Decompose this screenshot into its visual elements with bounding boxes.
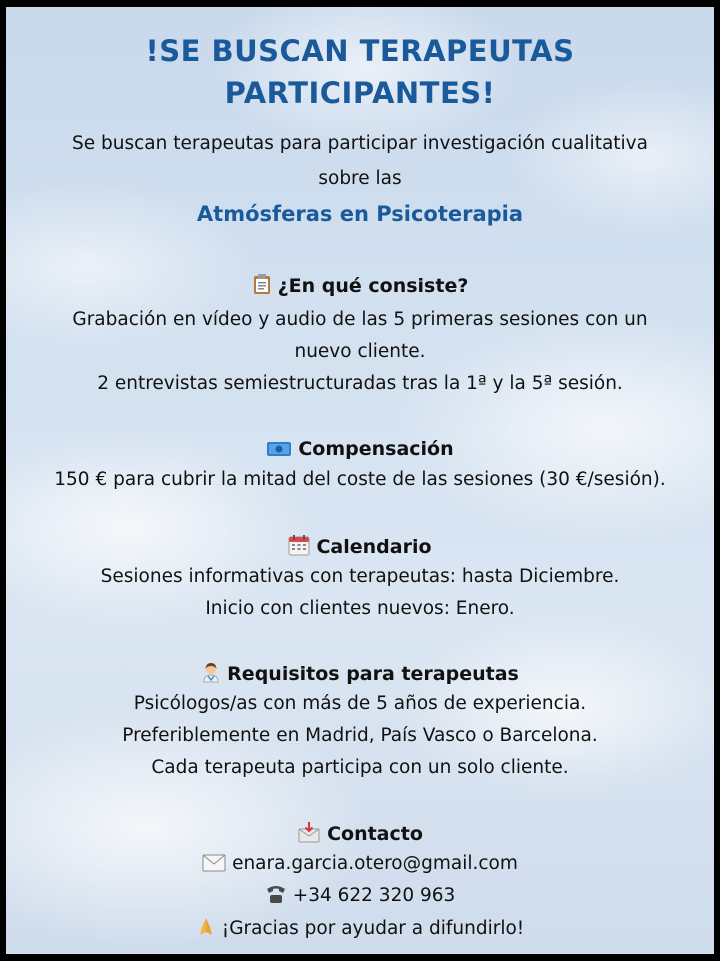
subtitle: Atmósferas en Psicoterapia xyxy=(196,202,524,226)
heading-consiste-label: ¿En qué consiste? xyxy=(277,275,469,297)
heading-requisitos-label: Requisitos para terapeutas xyxy=(227,663,519,685)
inbox-envelope-icon xyxy=(297,821,321,848)
consiste-line-2: nuevo cliente. xyxy=(294,341,426,362)
title-line-2: PARTICIPANTES! xyxy=(224,76,496,110)
thanks-row xyxy=(6,915,714,942)
clipboard-icon xyxy=(252,273,272,300)
contact-email[interactable]: enara.garcia.otero@gmail.com xyxy=(232,853,518,874)
heading-compensacion-label: Compensación xyxy=(298,438,454,460)
phone-icon xyxy=(265,884,287,909)
heading-compensacion xyxy=(6,438,714,463)
contact-phone-row xyxy=(6,884,714,909)
consiste-line-3: 2 entrevistas semiestructuradas tras la 1ª y la 5ª sesión. xyxy=(97,373,623,394)
contact-email-row xyxy=(6,853,714,877)
compensacion-line-1: 150 € para cubrir la mitad del coste de las sesiones (30 €/sesión). xyxy=(54,469,666,490)
contact-phone[interactable]: +34 622 320 963 xyxy=(292,885,456,906)
consiste-line-1: Grabación en vídeo y audio de las 5 primeras sesiones con un xyxy=(72,309,648,330)
envelope-icon xyxy=(202,854,226,877)
intro-line-1: Se buscan terapeutas para participar investigación cualitativa xyxy=(72,133,648,154)
requisitos-line-3: Cada terapeuta participa con un solo cliente. xyxy=(151,757,569,778)
intro-line-2: sobre las xyxy=(318,168,402,189)
thanks-text: ¡Gracias por ayudar a difundirlo! xyxy=(221,918,525,939)
calendario-line-1: Sesiones informativas con terapeutas: hasta Diciembre. xyxy=(100,566,620,587)
health-worker-icon xyxy=(201,661,221,688)
euro-banknote-icon xyxy=(266,440,292,463)
heading-contacto-label: Contacto xyxy=(327,823,423,845)
title-line-1: !SE BUSCAN TERAPEUTAS xyxy=(145,34,575,68)
heading-consiste xyxy=(6,273,714,300)
heading-calendario-label: Calendario xyxy=(316,536,432,558)
requisitos-line-1: Psicólogos/as con más de 5 años de experiencia. xyxy=(133,693,587,714)
poster xyxy=(6,7,714,954)
requisitos-line-2: Preferiblemente en Madrid, País Vasco o Barcelona. xyxy=(122,725,598,746)
calendar-icon xyxy=(288,534,310,561)
heading-contacto xyxy=(6,821,714,848)
heading-requisitos xyxy=(6,661,714,688)
folded-hands-icon xyxy=(196,915,216,942)
heading-calendario xyxy=(6,534,714,561)
calendario-line-2: Inicio con clientes nuevos: Enero. xyxy=(205,598,515,619)
